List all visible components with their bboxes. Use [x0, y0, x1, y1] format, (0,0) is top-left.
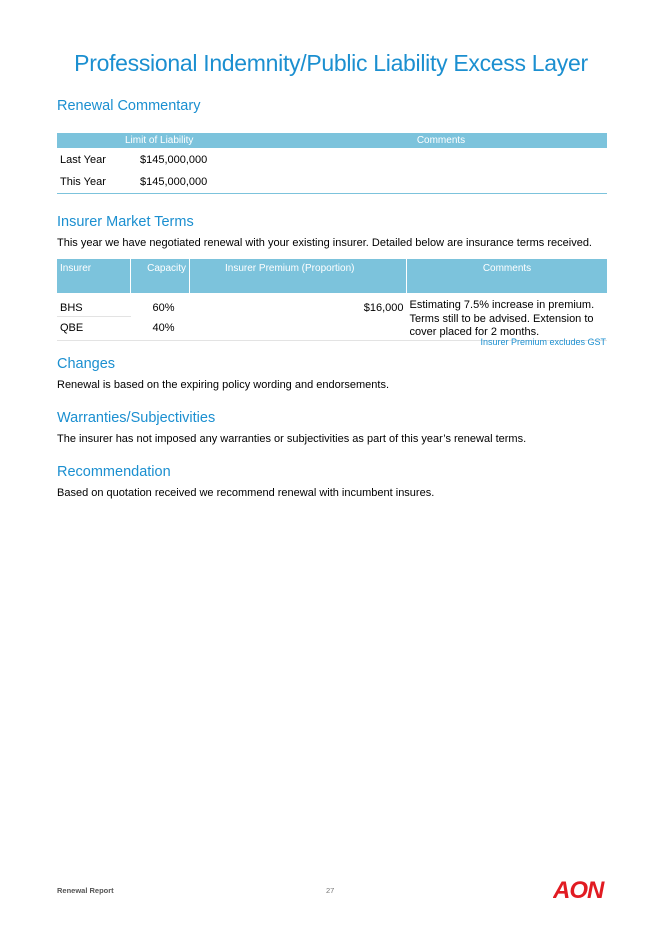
- comment-value: [275, 149, 607, 172]
- row-label: Last Year: [60, 154, 106, 166]
- table-row: [57, 293, 607, 317]
- premium-value: $16,000: [363, 301, 404, 314]
- warranties-heading: Warranties/Subjectivities: [57, 410, 216, 426]
- renewal-commentary-table: [57, 133, 607, 194]
- changes-heading: Changes: [57, 356, 116, 372]
- insurer-market-terms-heading: Insurer Market Terms: [57, 214, 194, 230]
- blank-header-cell: [57, 133, 120, 149]
- warranties-text: The insurer has not imposed any warranties or subjectivities as part of this year’s renewal terms.: [57, 433, 527, 445]
- table-header-row: [57, 133, 607, 149]
- page-number: 27: [326, 886, 335, 895]
- limit-of-liability-header: Limit of Liability: [120, 133, 275, 149]
- renewal-commentary-heading: Renewal Commentary: [57, 98, 201, 114]
- limit-value: $145,000,000: [140, 154, 208, 166]
- recommendation-heading: Recommendation: [57, 464, 171, 480]
- recommendation-text: Based on quotation received we recommend renewal with incumbent insures.: [57, 487, 435, 499]
- capacity-value: 60%: [152, 301, 175, 314]
- insurer-header: Insurer: [57, 259, 131, 293]
- premium-gst-note: Insurer Premium excludes GST: [480, 337, 606, 347]
- aon-logo-text: AON: [553, 877, 604, 902]
- insurer-market-terms-intro: This year we have negotiated renewal with your existing insurer. Detailed below are insurance terms received.: [57, 237, 592, 249]
- limit-value: $145,000,000: [120, 171, 275, 194]
- page-title: Professional Indemnity/Public Liability Excess Layer: [74, 50, 588, 76]
- comments-header: Comments: [275, 133, 607, 149]
- capacity-value: 40%: [131, 317, 190, 340]
- premium-value: [190, 317, 407, 340]
- comments-header: Comments: [407, 259, 608, 293]
- comments-value: Estimating 7.5% increase in premium. Terms still to be advised. Extension to cover placed for 2 months.: [407, 293, 608, 340]
- insurer-name: QBE: [57, 317, 131, 340]
- insurer-market-terms-table: [57, 259, 607, 341]
- insurer-name: BHS: [60, 301, 83, 314]
- comment-value: [275, 171, 607, 194]
- aon-logo: [553, 876, 607, 902]
- capacity-header: Capacity: [131, 259, 190, 293]
- changes-text: Renewal is based on the expiring policy wording and endorsements.: [57, 379, 390, 391]
- premium-header: Insurer Premium (Proportion): [190, 259, 407, 293]
- table-header-row: [57, 259, 607, 293]
- row-label: This Year: [57, 171, 120, 194]
- table-row: [57, 149, 607, 172]
- table-row: [57, 171, 607, 194]
- footer-report-name: Renewal Report: [57, 886, 114, 895]
